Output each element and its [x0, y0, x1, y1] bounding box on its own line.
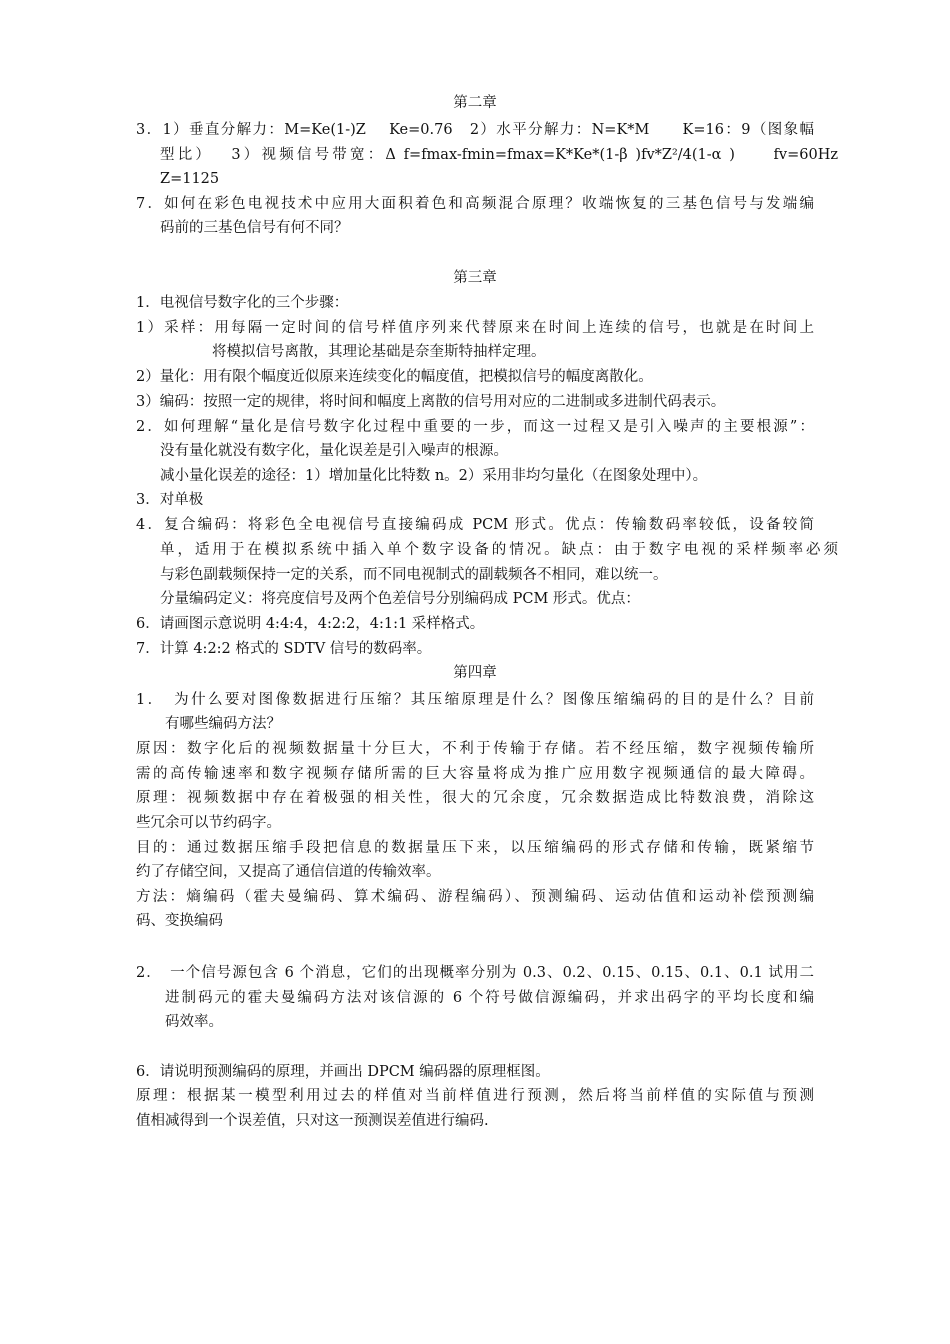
ch4-line-1: 1． 为什么要对图像数据进行压缩？其压缩原理是什么？图像压缩编码的目的是什么？目前 [136, 692, 814, 708]
chapter-3-heading: 第三章 [453, 270, 497, 286]
ch2-line-3: Z=1125 [160, 171, 220, 187]
ch4-line-14: 6．请说明预测编码的原理，并画出 DPCM 编码器的原理框图。 [136, 1064, 550, 1080]
ch3-line-5: 3）编码：按照一定的规律，将时间和幅度上离散的信号用对应的二进制或多进制代码表示。 [136, 394, 726, 410]
ch2-line-4: 7．如何在彩色电视技术中应用大面积着色和高频混合原理？收端恢复的三基色信号与发端编 [136, 196, 814, 212]
ch4-line-11: 2． 一个信号源包含 6 个消息，它们的出现概率分别为 0.3、0.2、0.15、0.15、0.1、0.1 试用二 [136, 965, 814, 981]
ch3-line-6: 2．如何理解“量化是信号数字化过程中重要的一步，而这一过程又是引入噪声的主要根源”： [136, 419, 814, 435]
ch3-line-1: 1．电视信号数字化的三个步骤： [136, 295, 349, 311]
ch3-line-14: 6．请画图示意说明 4:4:4，4:2:2，4:1:1 采样格式。 [136, 616, 485, 632]
ch4-line-2: 有哪些编码方法？ [165, 716, 281, 732]
ch3-line-3: 将模拟信号离散，其理论基础是奈奎斯特抽样定理。 [212, 344, 546, 360]
ch4-line-6: 些冗余可以节约码字。 [136, 815, 281, 831]
ch4-line-10: 码、变换编码 [136, 913, 223, 929]
ch3-line-9: 3．对单极 [136, 492, 204, 508]
ch3-line-12: 与彩色副载频保持一定的关系，而不同电视制式的副载频各不相同，难以统一。 [160, 567, 668, 583]
ch3-line-13: 分量编码定义：将亮度信号及两个色差信号分别编码成 PCM 形式。优点： [160, 591, 640, 607]
ch3-line-4: 2）量化：用有限个幅度近似原来连续变化的幅度值，把模拟信号的幅度离散化。 [136, 369, 653, 385]
ch4-line-12: 进制码元的霍夫曼编码方法对该信源的 6 个符号做信源编码，并求出码字的平均长度和编 [165, 990, 814, 1006]
ch2-line-1: 3．1）垂直分解力：M=Ke(1-)Z Ke=0.76 2）水平分解力：N=K*M K=16：9（图象幅 [136, 122, 814, 138]
chapter-2-heading: 第二章 [453, 95, 497, 111]
ch4-line-15: 原理：根据某一模型利用过去的样值对当前样值进行预测，然后将当前样值的实际值与预测 [136, 1088, 814, 1104]
ch4-line-9: 方法：熵编码（霍夫曼编码、算术编码、游程编码）、预测编码、运动估值和运动补偿预测编 [136, 889, 814, 905]
ch3-line-7: 没有量化就没有数字化，量化误差是引入噪声的根源。 [160, 443, 508, 459]
ch4-line-5: 原理：视频数据中存在着极强的相关性，很大的冗余度，冗余数据造成比特数浪费，消除这 [136, 790, 814, 806]
ch4-line-16: 值相减得到一个误差值，只对这一预测误差值进行编码. [136, 1113, 489, 1129]
ch4-line-13: 码效率。 [165, 1014, 223, 1030]
ch4-line-7: 目的：通过数据压缩手段把信息的数据量压下来，以压缩编码的形式存储和传输，既紧缩节 [136, 840, 814, 856]
ch4-line-8: 约了存储空间，又提高了通信信道的传输效率。 [136, 864, 441, 880]
ch4-line-4: 需的高传输速率和数字视频存储所需的巨大容量将成为推广应用数字视频通信的最大障碍。 [136, 766, 814, 782]
ch3-line-15: 7．计算 4:2:2 格式的 SDTV 信号的数码率。 [136, 641, 432, 657]
ch3-line-2: 1）采样：用每隔一定时间的信号样值序列来代替原来在时间上连续的信号，也就是在时间上 [136, 320, 814, 336]
ch2-line-5: 码前的三基色信号有何不同？ [160, 220, 349, 236]
chapter-4-heading: 第四章 [453, 665, 497, 681]
ch3-line-11: 单，适用于在模拟系统中插入单个数字设备的情况。缺点：由于数字电视的采样频率必须 [160, 542, 838, 558]
ch4-line-3: 原因：数字化后的视频数据量十分巨大，不利于传输于存储。若不经压缩，数字视频传输所 [136, 741, 814, 757]
ch3-line-10: 4．复合编码：将彩色全电视信号直接编码成 PCM 形式。优点：传输数码率较低，设备较简 [136, 517, 814, 533]
ch2-line-2: 型比） 3）视频信号带宽：Δ f=fmax-fmin=fmax=K*Ke*(1-β )fv*Z²/4(1-α ) fv=60Hz [160, 147, 838, 163]
ch3-line-8: 减小量化误差的途径：1）增加量化比特数 n。2）采用非均匀量化（在图象处理中）。 [160, 468, 708, 484]
